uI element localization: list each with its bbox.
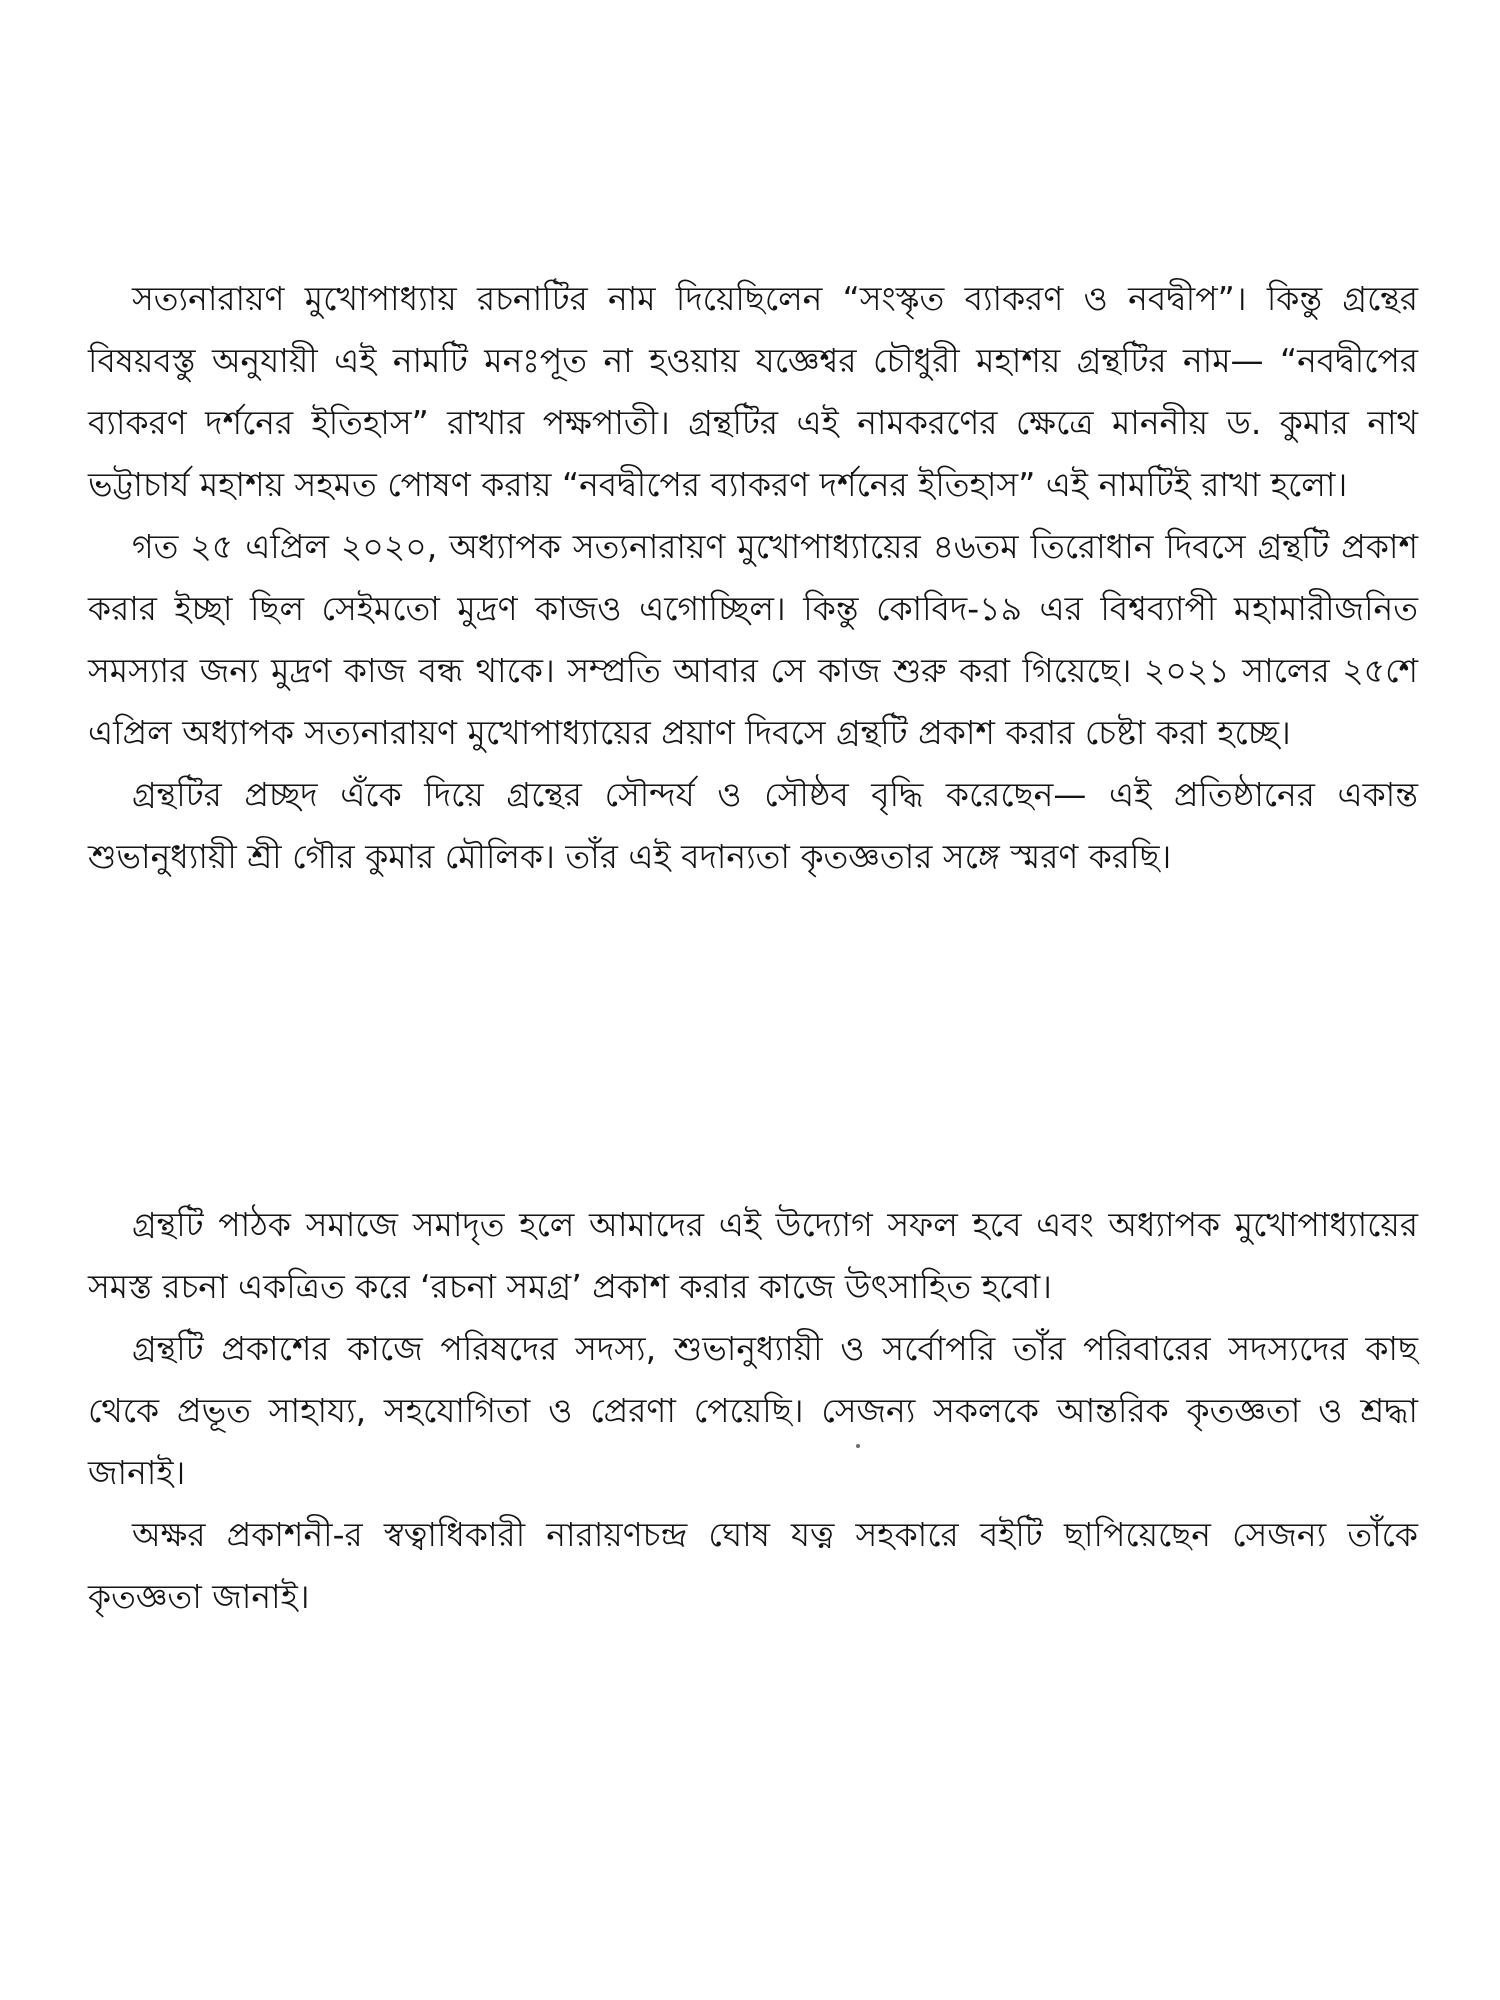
paragraph-acknowledgement-family: গ্রন্থটি প্রকাশের কাজে পরিষদের সদস্য, শুভানুধ্যায়ী ও সর্বোপরি তাঁর পরিবারের সদস্যদের কাছ থেকে প্রভূত সাহায্য, সহযোগিতা ও প্রেরণা পেয়েছি। সেজন্য সকলকে আন্তরিক কৃতজ্ঞতা ও শ্রদ্ধা জানাই।: [88, 1329, 1418, 1492]
paragraph-collected-works: গ্রন্থটি পাঠক সমাজে সমাদৃত হলে আমাদের এই উদ্যোগ সফল হবে এবং অধ্যাপক মুখোপাধ্যায়ের সমস্ত রচনা একত্রিত করে ‘রচনা সমগ্র’ প্রকাশ করার কাজে উৎসাহিত হবো।: [88, 1205, 1418, 1306]
paragraph-title-naming: সত্যনারায়ণ মুখোপাধ্যায় রচনাটির নাম দিয়েছিলেন “সংস্কৃত ব্যাকরণ ও নবদ্বীপ”। কিন্তু গ্রন্থের বিষয়বস্তু অনুযায়ী এই নামটি মনঃপূত না হওয়ায় যজ্ঞেশ্বর চৌধুরী মহাশয় গ্রন্থটির নাম— “নবদ্বীপের ব্যাকরণ দর্শনের ইতিহাস” রাখার পক্ষপাতী। গ্রন্থটির এই নামকরণের ক্ষেত্রে মাননীয় ড. কুমার নাথ ভট্টাচার্য মহাশয় সহমত পোষণ করায় “নবদ্বীপের ব্যাকরণ দর্শনের ইতিহাস” এই নামটিই রাখা হলো।: [88, 279, 1418, 504]
paragraph-cover-artist: গ্রন্থটির প্রচ্ছদ এঁকে দিয়ে গ্রন্থের সৌন্দর্য ও সৌষ্ঠব বৃদ্ধি করেছেন— এই প্রতিষ্ঠানের একান্ত শুভানুধ্যায়ী শ্রী গৌর কুমার মৌলিক। তাঁর এই বদান্যতা কৃতজ্ঞতার সঙ্গে স্মরণ করছি।: [88, 775, 1418, 876]
paragraph-publication-delay: গত ২৫ এপ্রিল ২০২০, অধ্যাপক সত্যনারায়ণ মুখোপাধ্যায়ের ৪৬তম তিরোধান দিবসে গ্রন্থটি প্রকাশ করার ইচ্ছা ছিল সেইমতো মুদ্রণ কাজও এগোচ্ছিল। কিন্তু কোবিদ-১৯ এর বিশ্বব্যাপী মহামারীজনিত সমস্যার জন্য মুদ্রণ কাজ বন্ধ থাকে। সম্প্রতি আবার সে কাজ শুরু করা গিয়েছে। ২০২১ সালের ২৫শে এপ্রিল অধ্যাপক সত্যনারায়ণ মুখোপাধ্যায়ের প্রয়াণ দিবসে গ্রন্থটি প্রকাশ করার চেষ্টা করা হচ্ছে।: [88, 527, 1418, 752]
text-block-lower: [88, 1194, 1418, 1628]
text-block-upper: [88, 268, 1418, 888]
print-speck: [856, 1444, 860, 1448]
paragraph-acknowledgement-publisher: অক্ষর প্রকাশনী-র স্বত্বাধিকারী নারায়ণচন্দ্র ঘোষ যত্ন সহকারে বইটি ছাপিয়েছেন সেজন্য তাঁকে কৃতজ্ঞতা জানাই।: [88, 1515, 1418, 1616]
